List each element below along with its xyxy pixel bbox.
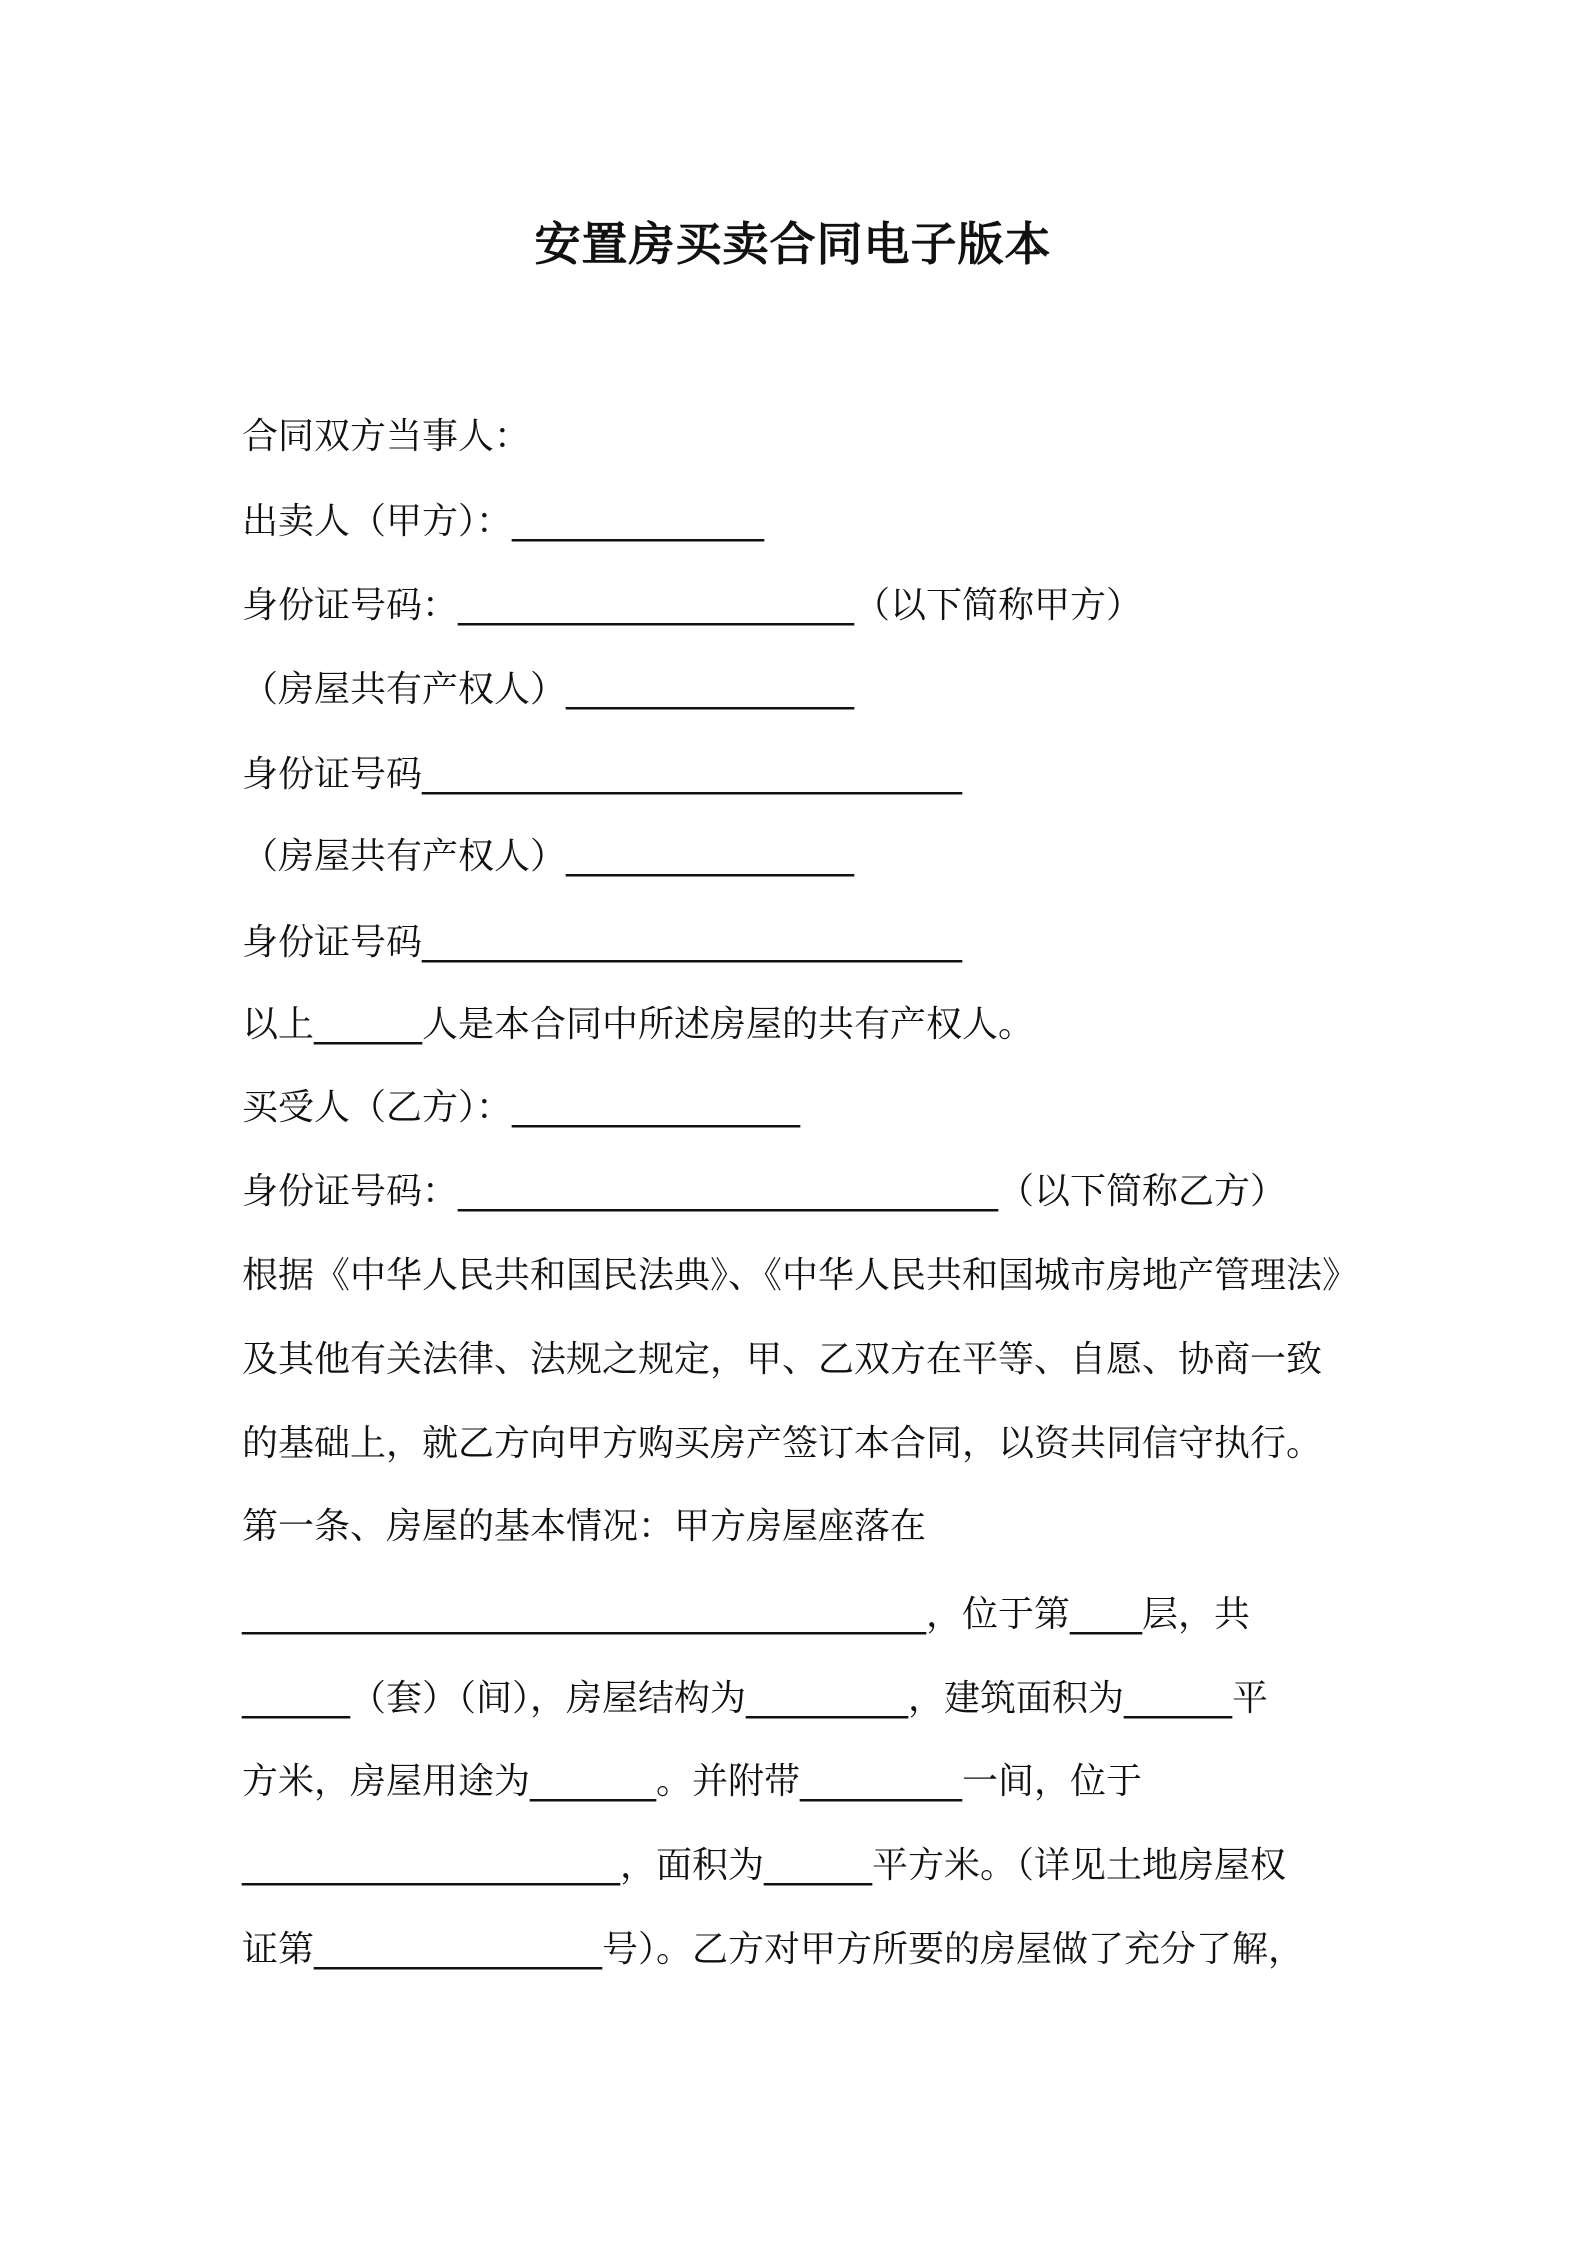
article-1-line-3: 方米，房屋用途为_______。并附带_________一间，位于 <box>242 1761 1143 1802</box>
buyer-id-line: 身份证号码：______________________________（以下简称乙方） <box>242 1171 1287 1212</box>
document-title: 安置房买卖合同电子版本 <box>534 217 1052 271</box>
co-owner-1-line: （房屋共有产权人）________________ <box>242 669 855 710</box>
co-owner-count-line: 以上______人是本合同中所述房屋的共有产权人。 <box>242 1004 1035 1045</box>
legal-basis-line-3: 的基础上，就乙方向甲方购买房产签订本合同，以资共同信守执行。 <box>242 1423 1323 1464</box>
parties-heading: 合同双方当事人： <box>242 416 531 457</box>
co-owner-2-line: （房屋共有产权人）________________ <box>242 836 855 877</box>
legal-basis-line-1: 根据《中华人民共和国民法典》、《中华人民共和国城市房地产管理法》 <box>242 1255 1359 1296</box>
article-1-line-2: ______（套）（间），房屋结构为_________，建筑面积为______平 <box>242 1678 1269 1719</box>
co-owner-2-id-line: 身份证号码______________________________ <box>242 922 963 963</box>
article-1-line-1: ______________________________________，位于第____层，共 <box>242 1594 1251 1635</box>
seller-id-line: 身份证号码：______________________（以下简称甲方） <box>242 585 1143 626</box>
article-1-heading: 第一条、房屋的基本情况：甲方房屋座落在 <box>242 1506 927 1547</box>
co-owner-1-id-line: 身份证号码______________________________ <box>242 754 963 795</box>
legal-basis-line-2: 及其他有关法律、法规之规定，甲、乙双方在平等、自愿、协商一致 <box>242 1339 1323 1380</box>
article-1-line-5: 证第________________号）。乙方对甲方所要的房屋做了充分了解， <box>242 1929 1305 1970</box>
buyer-line: 买受人（乙方）：________________ <box>242 1087 801 1128</box>
article-1-line-4: _____________________，面积为______平方米。（详见土地房屋权 <box>242 1845 1287 1886</box>
seller-line: 出卖人（甲方）：______________ <box>242 501 765 542</box>
